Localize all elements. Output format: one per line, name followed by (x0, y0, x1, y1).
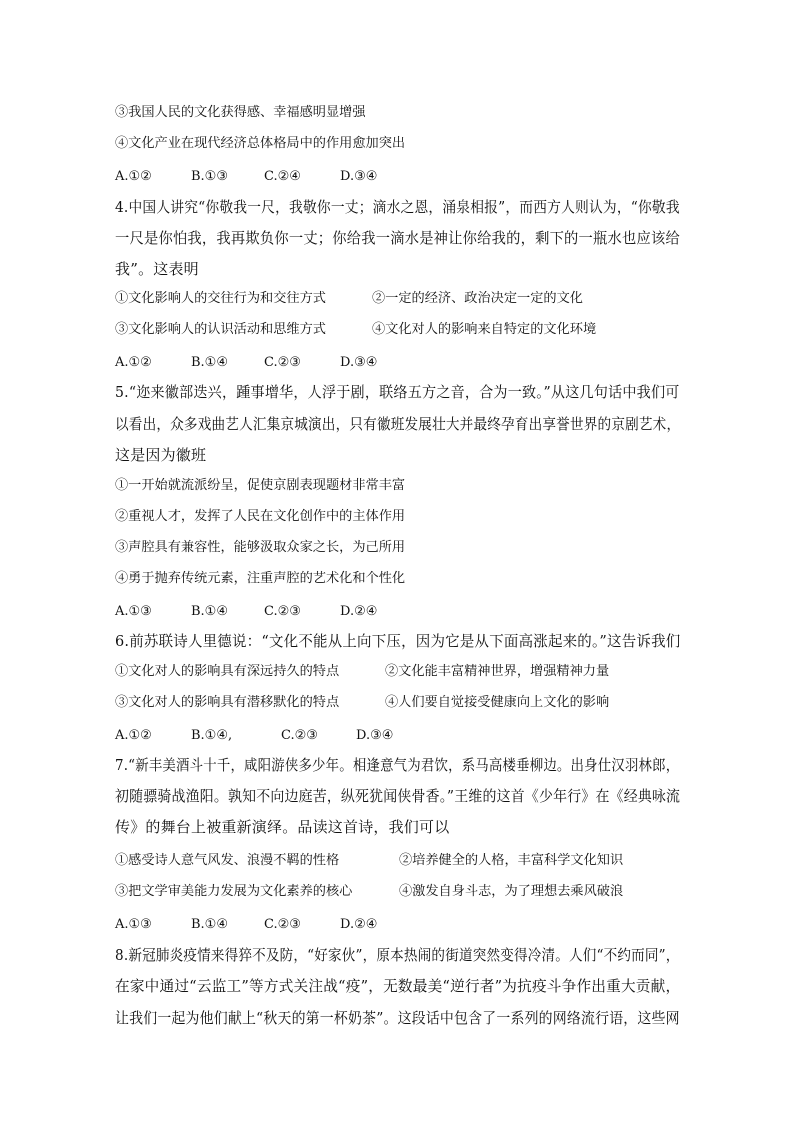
q4-option-4: ④文化对人的影响来自特定的文化环境 (372, 322, 597, 337)
choice-a: A.①③ (115, 917, 152, 932)
q3-option-4: ④文化产业在现代经济总体格局中的作用愈加突出 (115, 136, 406, 151)
q4-options-row-2 (115, 320, 596, 340)
choice-b: B.①④ (191, 917, 228, 932)
q4-option-2: ②一定的经济、政治决定一定的文化 (372, 291, 583, 306)
q7-option-1: ①感受诗人意气风发、浪漫不羁的性格 (115, 853, 340, 868)
q5-choices (115, 600, 377, 622)
q6-option-4: ④人们要自觉接受健康向上文化的影响 (385, 695, 610, 710)
q4-option-3: ③文化影响人的认识活动和思维方式 (115, 322, 326, 337)
q5-stem-line-3: 这是因为徽班 (115, 446, 207, 464)
choice-c: C.②③ (264, 917, 301, 932)
q6-choices (115, 724, 393, 746)
q8-stem-line-2: 在家中通过“云监工”等方式关注战“疫”，无数最美“逆行者”为抗疫斗争作出重大贡献， (115, 977, 681, 995)
choice-d: D.③④ (340, 169, 378, 184)
q7-stem-line-3: 传》的舞台上被重新演绎。品读这首诗，我们可以 (115, 818, 450, 836)
q8-stem-line-1: 8.新冠肺炎疫情来得猝不及防，“好家伙”，原本热闹的街道突然变得冷清。人们“不约而同”， (115, 946, 680, 964)
q3-choices (115, 165, 377, 187)
choice-c: C.②④ (264, 169, 301, 184)
choice-c: C.②③ (281, 728, 318, 743)
q7-options-row-1 (115, 851, 623, 871)
q7-option-2: ②培养健全的人格，丰富科学文化知识 (399, 853, 624, 868)
q7-option-3: ③把文学审美能力发展为文化素养的核心 (115, 884, 353, 899)
q6-options-row-2 (115, 693, 609, 713)
q3-option-3: ③我国人民的文化获得感、幸福感明显增强 (115, 105, 366, 120)
q5-option-3: ③声腔具有兼容性，能够汲取众家之长，为己所用 (115, 540, 406, 555)
choice-c: C.②③ (264, 355, 301, 370)
q8-stem-line-3: 让我们一起为他们献上“秋天的第一杯奶茶”。这段话中包含了一系列的网络流行语，这些网 (115, 1009, 680, 1027)
q4-stem-line-1: 4.中国人讲究“你敬我一尺，我敬你一丈；滴水之恩，涌泉相报”，而西方人则认为，“你敬我 (115, 198, 680, 216)
choice-c: C.②③ (264, 604, 301, 619)
choice-d: D.②④ (340, 604, 378, 619)
choice-d: D.②④ (340, 917, 378, 932)
choice-b: B.①③ (191, 169, 228, 184)
choice-b: B.①④ (191, 604, 228, 619)
q7-option-4: ④激发自身斗志，为了理想去乘风破浪 (399, 884, 624, 899)
q7-stem-line-2: 初随骠骑战渔阳。孰知不向边庭苦，纵死犹闻侠骨香。”王维的这首《少年行》在《经典咏流 (115, 787, 681, 805)
q4-stem-line-3: 我”。这表明 (115, 260, 199, 278)
q5-option-1: ①一开始就流派纷呈，促使京剧表现题材非常丰富 (115, 478, 406, 493)
choice-a: A.①③ (115, 604, 152, 619)
choice-b: B.①④ (191, 355, 228, 370)
choice-d: D.③④ (356, 728, 394, 743)
q6-options-row-1 (115, 662, 609, 682)
q4-option-1: ①文化影响人的交往行为和交往方式 (115, 291, 326, 306)
q4-choices (115, 351, 377, 373)
q6-option-1: ①文化对人的影响具有深远持久的特点 (115, 664, 340, 679)
q5-option-2: ②重视人才，发挥了人民在文化创作中的主体作用 (115, 509, 406, 524)
choice-a: A.①② (115, 355, 152, 370)
q5-stem-line-1: 5.“迩来徽部迭兴，踵事增华，人浮于剧，联络五方之音，合为一致。”从这几句话中我们可 (115, 383, 680, 401)
q4-stem-line-2: 一尺是你怕我，我再欺负你一丈；你给我一滴水是神让你给我的，剩下的一瓶水也应该给 (115, 229, 680, 247)
q6-stem-line-1: 6.前苏联诗人里德说：“文化不能从上向下压，因为它是从下面高涨起来的。”这告诉我们 (115, 632, 681, 650)
choice-a: A.①② (115, 728, 152, 743)
q7-options-row-2 (115, 882, 623, 902)
choice-b: B.①④, (191, 728, 233, 743)
choice-d: D.③④ (340, 355, 378, 370)
q6-option-3: ③文化对人的影响具有潜移默化的特点 (115, 695, 340, 710)
choice-a: A.①② (115, 169, 152, 184)
q4-options-row-1 (115, 289, 583, 309)
q7-stem-line-1: 7.“新丰美酒斗十千，咸阳游侠多少年。相逢意气为君饮，系马高楼垂柳边。出身仕汉羽林郎， (115, 756, 680, 774)
q5-option-4: ④勇于抛弃传统元素，注重声腔的艺术化和个性化 (115, 571, 406, 586)
q5-stem-line-2: 以看出，众多戏曲艺人汇集京城演出，只有徽班发展壮大并最终孕育出享誉世界的京剧艺术， (115, 415, 681, 433)
q6-option-2: ②文化能丰富精神世界，增强精神力量 (385, 664, 610, 679)
q7-choices (115, 913, 377, 935)
